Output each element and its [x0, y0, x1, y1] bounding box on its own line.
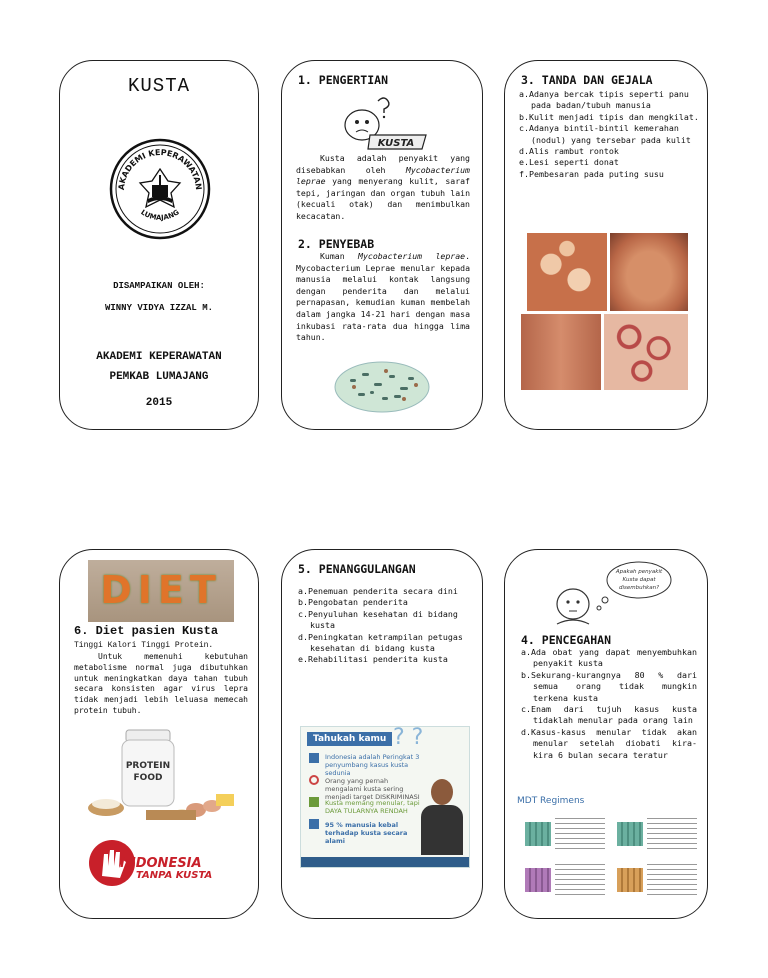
definition-panel: [281, 60, 483, 430]
penyebab-text-b: . Mycobacterium Leprae menular kepada manusia melalui kontak langsung dengan penderita dan melalui pernapasan, kemudian kuman membelah dalam jangka 14-21 hari dengan masa inkubasi rata-rata dua hingga lima tahun.: [296, 251, 470, 343]
prevention-item: b.Sekurang-kurangnya 80 % dari semua orang tidak mungkin terkena kusta: [521, 669, 697, 703]
poster-title: Tahukah kamu: [307, 732, 392, 746]
logo-bottom-text: LUMAJANG: [139, 208, 181, 222]
symptoms-panel: [504, 60, 708, 430]
svg-text:Kusta dapat: Kusta dapat: [622, 577, 656, 583]
cartoon-label: KUSTA: [377, 138, 415, 149]
symptoms-list: [519, 89, 699, 180]
pengertian-text-b: yang menyerang kulit, saraf tepi, jaringan dan organ tubuh lain (kecuali otak) dan menimbulkan kecacatan.: [296, 176, 470, 221]
poster-fact: Orang yang pernah mengalami kusta sering menjadi target DISKRIMINASI: [325, 777, 420, 801]
mdt-pack: [525, 868, 551, 892]
control-item: b.Pengobatan penderita: [298, 597, 408, 608]
svg-text:disembuhkan?: disembuhkan?: [618, 585, 660, 591]
symptom-item: f.Pembesaran pada puting susu: [519, 168, 664, 179]
diet-heading: 6. Diet pasien Kusta: [74, 624, 219, 638]
tanda-heading: 3. TANDA DAN GEJALA: [521, 73, 653, 87]
poster-icons: [309, 753, 321, 829]
mdt-pack: [617, 822, 643, 846]
cover-panel: [59, 60, 259, 430]
indonesia-tanpa-kusta-logo: [86, 838, 246, 888]
protein-food-image: [86, 728, 238, 828]
presenter-name: WINNY VIDYA IZZAL M.: [104, 303, 214, 313]
diet-subtitle: Tinggi Kalori Tinggi Protein.: [74, 641, 214, 650]
skin-photo-4: [604, 314, 688, 390]
kusta-cartoon: [334, 91, 434, 153]
mdt-pack: [617, 868, 643, 892]
control-list: [298, 586, 476, 666]
question-marks: ? ?: [393, 726, 424, 750]
skin-photo-2: [610, 233, 688, 311]
skin-photo-3: [521, 314, 601, 390]
diet-body: Untuk memenuhi kebutuhan metabolisme normal juga dibutuhkan untuk meningkatkan daya tahan tubuh secara konsisten agar virus lepra tidak menjadi lebih leluasa memecah protein tubuh.: [74, 652, 248, 715]
pencegahan-heading: 4. PENCEGAHAN: [521, 633, 612, 647]
symptom-item: b.Kulit menjadi tipis dan mengkilat.: [519, 111, 699, 122]
svg-text:LUMAJANG: [139, 208, 181, 222]
penyebab-text-italic: Mycobacterium leprae: [358, 251, 466, 261]
control-item: d.Peningkatan ketrampilan petugas kesehatan di bidang kusta: [298, 631, 463, 654]
protein-label: PROTEIN: [125, 761, 171, 771]
penyebab-text: [296, 251, 470, 344]
bubble-text: [505, 550, 506, 551]
pengertian-heading: 1. PENGERTIAN: [298, 73, 389, 87]
mdt-pack: [525, 822, 551, 846]
pengertian-text: [296, 153, 470, 223]
food-label: FOOD: [133, 773, 163, 783]
tahukah-kamu-poster: [300, 726, 470, 868]
control-item: c.Penyuluhan kesehatan di bidang kusta: [298, 608, 458, 631]
poster-fact: Indonesia adalah Peringkat 3 penyumbang kasus kusta sedunia: [325, 753, 420, 777]
diet-banner: [88, 560, 234, 622]
skin-photo-1: [527, 233, 607, 311]
thinking-cartoon: [543, 558, 673, 628]
prevention-item: a.Ada obat yang dapat menyembuhkan penyakit kusta: [521, 647, 697, 669]
penyebab-heading: 2. PENYEBAB: [298, 237, 375, 251]
diet-panel: [59, 549, 259, 919]
presented-by-label: DISAMPAIKAN OLEH:: [113, 281, 205, 291]
poster-footer: [301, 857, 469, 867]
symptom-item: d.Alis rambut rontok: [519, 146, 619, 157]
poster-person: [419, 775, 465, 855]
control-item: a.Penemuan penderita secara dini: [298, 586, 458, 596]
pengertian-text-a: Kusta adalah penyakit yang disebabkan oleh: [296, 153, 470, 175]
symptom-item: c.Adanya bintil-bintil kemerahan (nodul) yang tersebar pada kulit: [519, 123, 691, 145]
poster-fact: Kusta memang menular, tapi DAYA TULARNYA RENDAH: [325, 799, 420, 815]
cover-title: KUSTA: [127, 75, 190, 97]
symptom-item: a.Adanya bercak tipis seperti panu pada badan/tubuh manusia: [519, 89, 689, 111]
diet-banner-word: DIET: [100, 568, 222, 612]
prevention-item: d.Kasus-kasus menular tidak akan menular setelah diobati kira-kira 6 bulan secara teratur: [521, 726, 697, 760]
poster-fact: 95 % manusia kebal terhadap kusta secara alami: [325, 821, 408, 845]
prevention-panel: [504, 549, 708, 919]
prevention-list: [521, 647, 697, 761]
penanggulangan-heading: 5. PENANGGULANGAN: [298, 562, 416, 576]
cover-year: 2015: [145, 397, 173, 409]
institution-line-1: AKADEMI KEPERAWATAN: [96, 351, 222, 363]
symptom-item: e.Lesi seperti donat: [519, 157, 619, 168]
control-item: e.Rehabilitasi penderita kusta: [298, 654, 448, 665]
bacteria-image: [334, 361, 430, 413]
logo-line-1: INDONESIA: [120, 856, 202, 871]
penyebab-text-a: Kuman: [320, 251, 359, 261]
academy-logo: [108, 137, 212, 241]
mdt-title: MDT Regimens: [517, 796, 585, 806]
svg-text:Apakah penyakit: Apakah penyakit: [615, 569, 663, 575]
logo-line-2: TANPA KUSTA: [136, 870, 213, 881]
pengertian-text-italic: Mycobacterium leprae: [296, 164, 470, 187]
mdt-regimens-chart: [515, 794, 699, 914]
logo-top-text: AKADEMI KEPERAWATAN: [116, 147, 204, 191]
control-panel: [281, 549, 483, 919]
institution-line-2: PEMKAB LUMAJANG: [109, 371, 209, 383]
prevention-item: c.Enam dari tujuh kasus kusta tidaklah menular pada orang lain: [521, 704, 697, 726]
